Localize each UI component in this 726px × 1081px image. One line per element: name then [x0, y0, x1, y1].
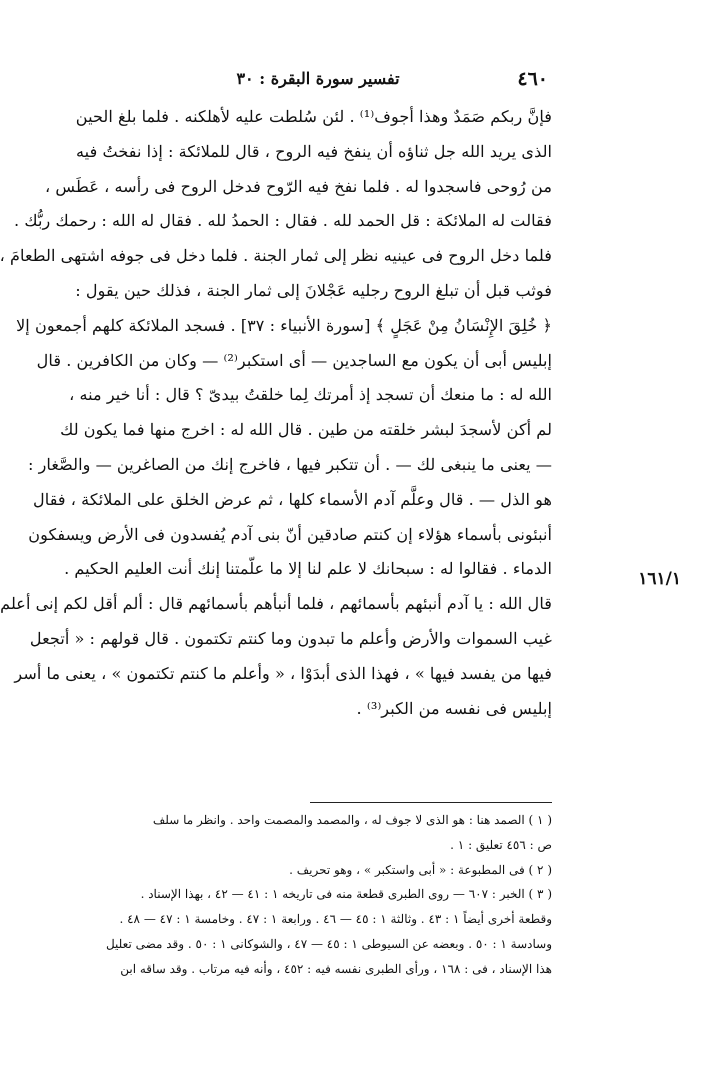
- footnotes: [70, 808, 552, 982]
- running-title: تفسير سورة البقرة : ٣٠: [236, 69, 400, 88]
- text-line: إبليس أبى أن يكون مع الساجدين — أى استكبر⁽²⁾ — وكان من الكافرين . قال: [36, 350, 552, 370]
- text-line: ﴿ خُلِقَ الإِنْسَانُ مِنْ عَجَلٍ ﴾ [سورة الأنبياء : ٣٧] . فسجد الملائكة كلهم أجمعون إلا: [16, 315, 552, 335]
- text-line: فلما دخل الروح فى عينيه نظر إلى ثمار الجنة . فلما دخل فى جوفه اشتهى الطعامَ ،: [0, 246, 552, 266]
- text-line: غيب السموات والأرض وأعلم ما تبدون وما كنتم تكتمون . قال قولهم : « أتجعل: [29, 628, 552, 648]
- footnote-line: وسادسة ١ : ٥٠ . وبعضه عن السيوطى ١ : ٤٥ — ٤٧ ، والشوكانى ١ : ٥٠ . وقد مضى تعليل: [105, 936, 552, 951]
- text-line: الدماء . فقالوا له : سبحانك لا علم لنا إلا ما علّمتنا إنك أنت العليم الحكيم .: [64, 559, 552, 579]
- footnote-divider: [310, 802, 552, 803]
- footnote-line: ( ١ ) الصمد هنا : هو الذى لا جوف له ، والمصمد والمصمت واحد . وانظر ما سلف: [152, 813, 552, 827]
- text-line: الذى يريد الله جل ثناؤه أن ينفخ فيه الروح ، قال للملائكة : إذا نفختُ فيه: [76, 141, 552, 161]
- text-line: قال الله : يا آدم أنبئهم بأسمائهم ، فلما أنبأهم بأسمائهم قال : ألم أقل لكم إنى أعلم: [0, 594, 552, 614]
- text-line: فوثب قبل أن تبلغ الروح رجليه عَجْلانَ إلى ثمار الجنة ، فذلك حين يقول :: [75, 280, 552, 300]
- footnote-line: ص : ٤٥٦ تعليق : ١ .: [450, 837, 552, 852]
- footnote-line: ( ٣ ) الخبر : ٦٠٧ — روى الطبرى قطعة منه فى تاريخه ١ : ٤١ — ٤٢ ، بهذا الإسناد .: [140, 887, 552, 902]
- text-line: إبليس فى نفسه من الكبر⁽³⁾ .: [356, 698, 552, 718]
- text-line: فقالت له الملائكة : قل الحمد لله . فقال : الحمدُ لله . فقال له الله : رحمك ربُّك .: [14, 211, 552, 231]
- text-line: هو الذل — . قال وعلَّم آدم الأسماء كلها ، ثم عرض الخلق على الملائكة ، فقال: [33, 489, 552, 509]
- text-line: الله له : ما منعك أن تسجد إذ أمرتك لِما خلقتُ بيدىّ ؟ قال : أنا خير منه ،: [69, 385, 552, 405]
- margin-reference: ١٦١/١: [638, 569, 681, 589]
- text-line: لم أكن لأسجدَ لبشر خلقته من طين . قال الله له : اخرج منها فما يكون لك: [60, 420, 552, 440]
- footnote-line: ( ٢ ) فى المطبوعة : « أبى واستكبر » ، وهو تحريف .: [289, 862, 552, 877]
- main-text: [0, 100, 552, 726]
- text-line: من رُوحى فاسجدوا له . فلما نفخ فيه الرّوح فدخل الروح فى رأسه ، عَطَس ،: [45, 176, 552, 196]
- text-line: فيها من يفسد فيها » ، فهذا الذى أبدَوْا ، « وأعلم ما كنتم تكتمون » ، يعنى ما أسر: [14, 663, 552, 683]
- footnote-line: هذا الإسناد ، فى : ١٦٨ ، ورأى الطبرى نفسه فيه : ٤٥٢ ، وأنه فيه مرتاب . وقد ساقه ابن: [120, 961, 552, 976]
- text-line: — يعنى ما ينبغى لك — . أن تتكبر فيها ، فاخرج إنك من الصاغرين — والصَّغار :: [27, 454, 552, 474]
- footnote-line: وقطعة أخرى أيضاً ١ : ٤٣ . وثالثة ١ : ٤٥ — ٤٦ . ورابعة ١ : ٤٧ . وخامسة ١ : ٤٧ — ٤٨ .: [119, 912, 552, 927]
- text-line: أنبئونى بأسماء هؤلاء إن كنتم صادقين أنّ بنى آدم يُفسدون فى الأرض ويسفكون: [28, 524, 552, 544]
- text-line: فإنَّ ربكم صَمَدٌ وهذا أجوف⁽¹⁾ . لئن سُلطت عليه لأهلكنه . فلما بلغ الحين: [75, 107, 552, 126]
- page-number: ٤٦٠: [517, 68, 548, 90]
